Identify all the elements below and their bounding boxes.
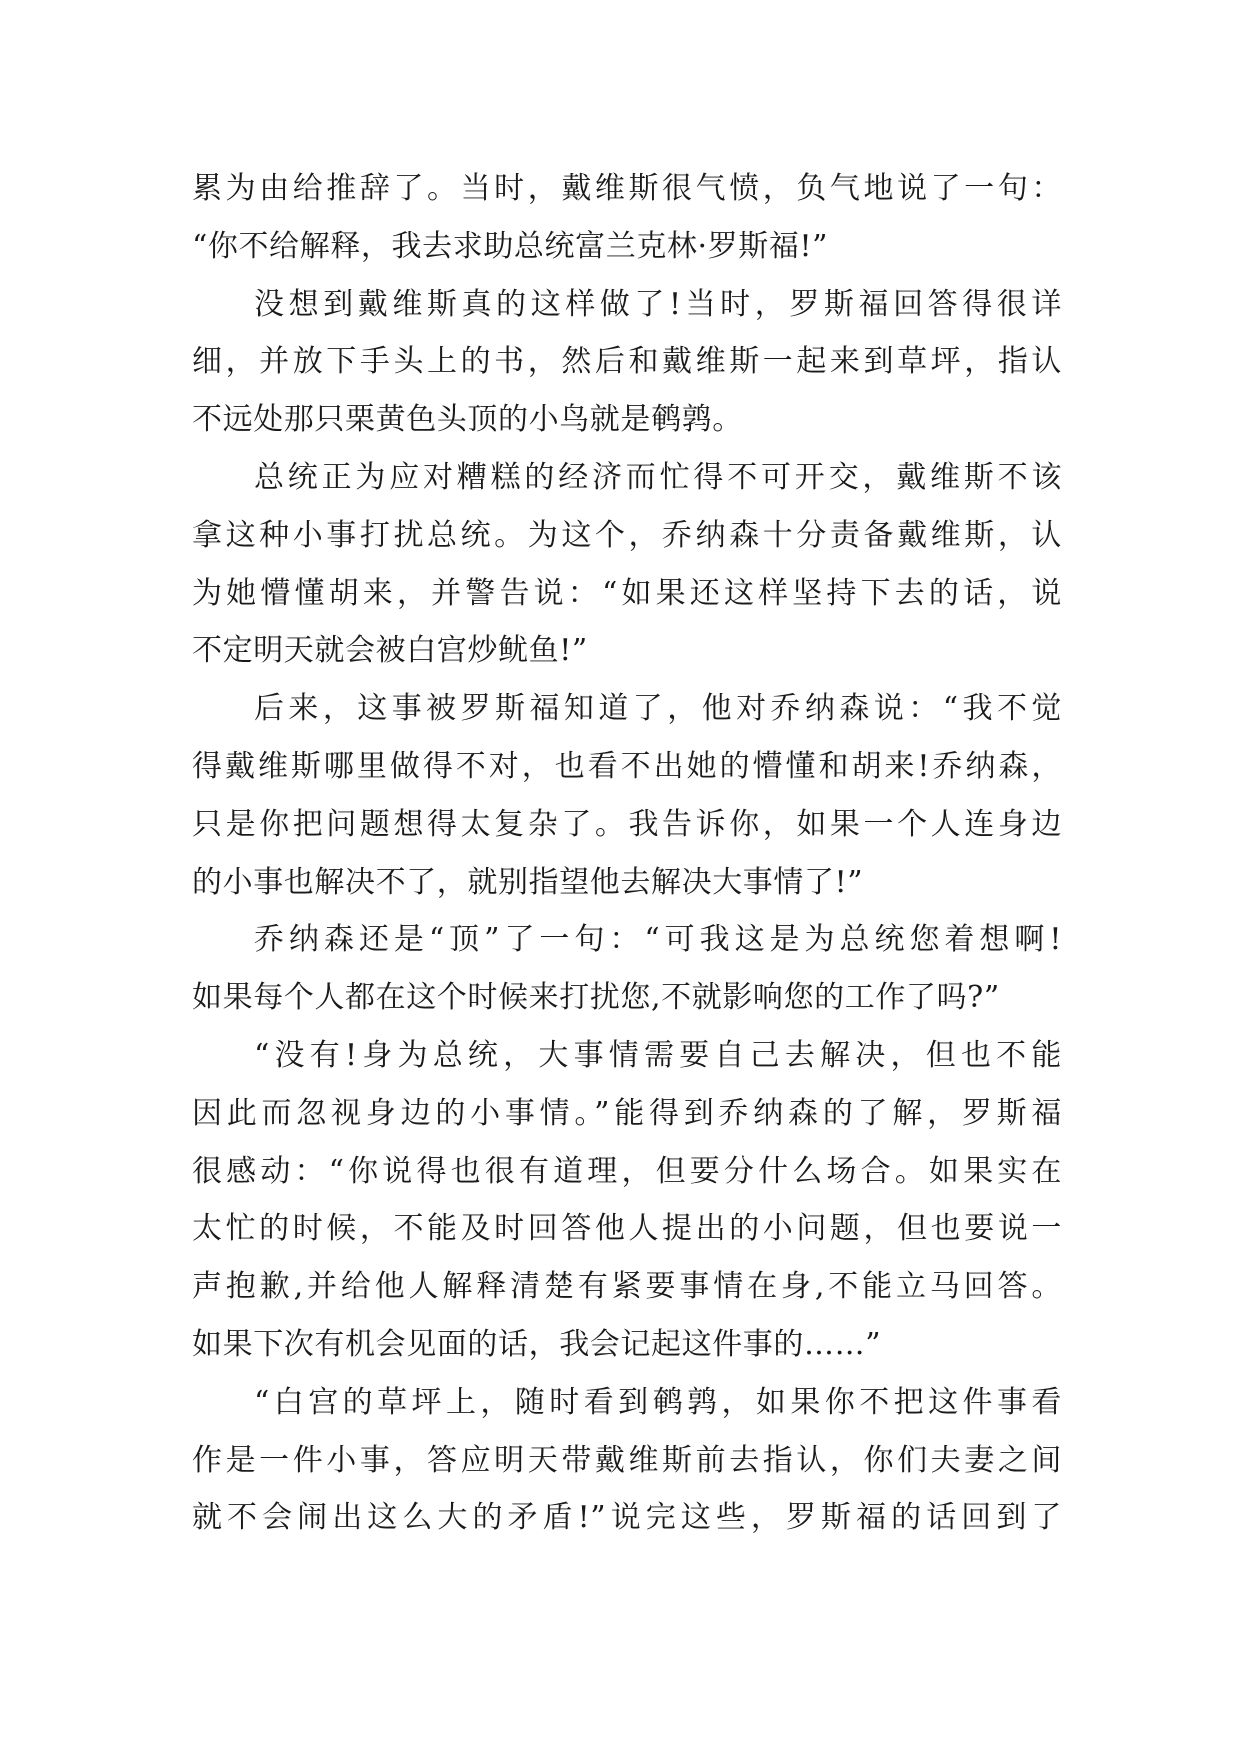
text-line: 作是一件小事，答应明天带戴维斯前去指认，你们夫妻之间 [192,1442,1062,1478]
text-line: 细，并放下手头上的书，然后和戴维斯一起来到草坪，指认 [192,344,1062,380]
text-line: 很感动：“你说得也很有道理，但要分什么场合。如果实在 [192,1153,1062,1189]
text-line: 只是你把问题想得太复杂了。我告诉你，如果一个人连身边 [192,806,1062,842]
text-line: 就不会闹出这么大的矛盾!”说完这些，罗斯福的话回到了 [192,1500,1062,1536]
text-line: 为她懵懂胡来，并警告说：“如果还这样坚持下去的话，说 [192,575,1062,611]
text-line: 拿这种小事打扰总统。为这个，乔纳森十分责备戴维斯，认 [192,517,1062,553]
text-line: 累为由给推辞了。当时，戴维斯很气愤，负气地说了一句： [192,171,1062,206]
text-line: “你不给解释，我去求助总统富兰克林·罗斯福!” [192,228,829,264]
text-line: 后来，这事被罗斯福知道了，他对乔纳森说：“我不觉 [254,691,1062,727]
text-line: 总统正为应对糟糕的经济而忙得不可开交，戴维斯不该 [254,459,1062,495]
text-line: 不远处那只栗黄色头顶的小鸟就是鹌鹑。 [192,402,743,438]
text-line: 没想到戴维斯真的这样做了!当时，罗斯福回答得很详 [254,286,1062,322]
body-text [192,160,1062,1547]
text-line: 因此而忽视身边的小事情。”能得到乔纳森的了解，罗斯福 [192,1095,1062,1131]
text-line: “没有!身为总统，大事情需要自己去解决，但也不能 [254,1037,1062,1073]
text-line: 得戴维斯哪里做得不对，也看不出她的懵懂和胡来!乔纳森， [192,748,1062,784]
text-line: “白宫的草坪上，随时看到鹌鹑，如果你不把这件事看 [254,1384,1062,1420]
text-line: 如果每个人都在这个时候来打扰您,不就影响您的工作了吗?” [192,980,1000,1016]
text-line: 声抱歉,并给他人解释清楚有紧要事情在身,不能立马回答。 [192,1269,1062,1305]
text-line: 太忙的时候，不能及时回答他人提出的小问题，但也要说一 [192,1211,1062,1247]
text-line: 乔纳森还是“顶”了一句：“可我这是为总统您着想啊! [254,922,1062,958]
text-line: 的小事也解决不了，就别指望他去解决大事情了!” [192,864,864,900]
text-line: 如果下次有机会见面的话，我会记起这件事的……” [192,1326,882,1362]
text-line: 不定明天就会被白宫炒鱿鱼!” [192,633,588,669]
